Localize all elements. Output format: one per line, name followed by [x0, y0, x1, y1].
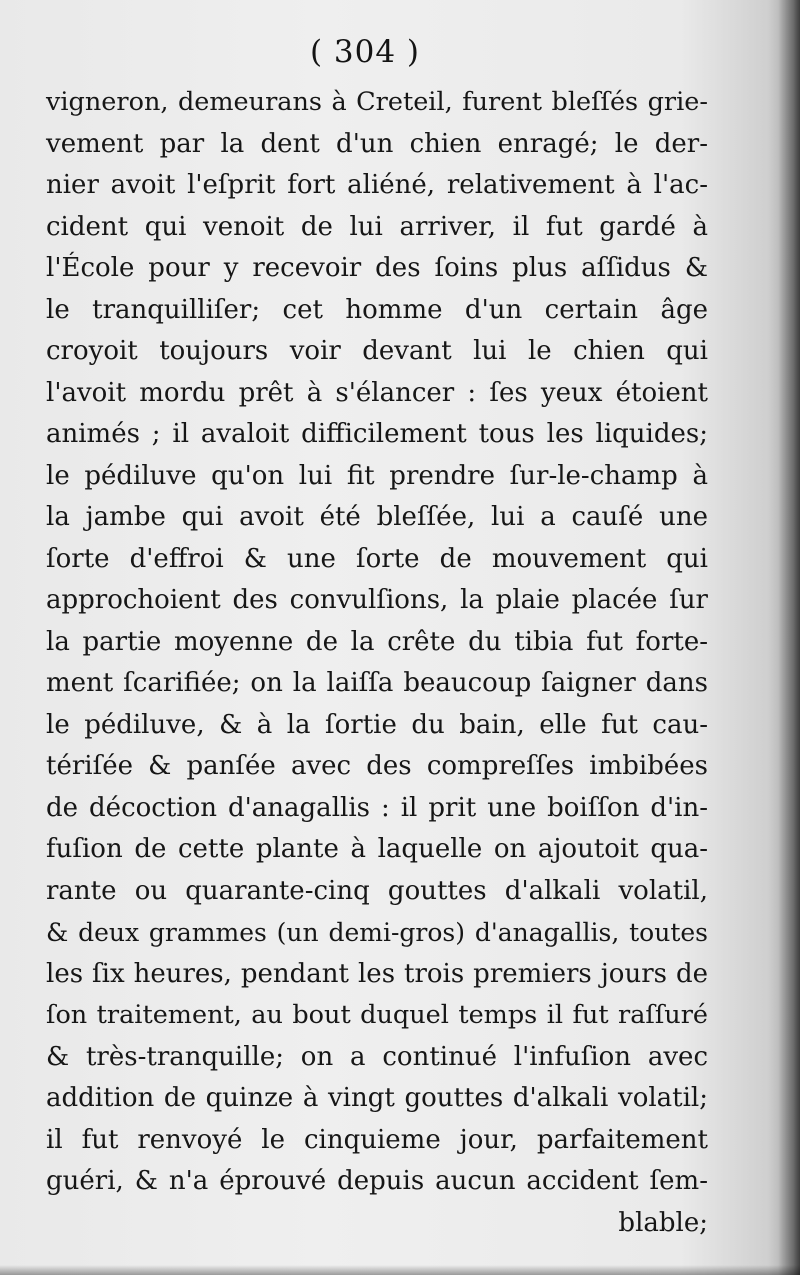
text-line: croyoit toujours voir devant lui le chien qui: [46, 336, 708, 366]
text-line: approchoient des convulſions, la plaie placée ſur: [46, 585, 708, 615]
text-line: & deux grammes (un demi-gros) d'anagallis, toutes: [46, 918, 708, 947]
text-line: la jambe qui avoit été bleſſée, lui a cauſé une: [46, 502, 708, 532]
text-line: l'École pour y recevoir des ſoins plus aſſidus &: [46, 253, 708, 283]
text-line: rante ou quarante-cinq gouttes d'alkali volatil,: [46, 875, 708, 906]
text-line: guéri, & n'a éprouvé depuis aucun accident ſem-: [46, 1166, 708, 1196]
page-number: ( 304 ): [309, 34, 421, 70]
text-line: nier avoit l'eſprit fort aliéné, relativement à l'ac-: [46, 170, 708, 200]
text-line-last: blable;: [618, 1207, 708, 1238]
text-line: tériſée & panſée avec des compreſſes imbibées: [46, 751, 708, 781]
text-line: vement par la dent d'un chien enragé; le der-: [46, 128, 708, 159]
text-line: & très-tranquille; on a continué l'infuſion avec: [46, 1041, 708, 1072]
text-line: animés ; il avaloit difficilement tous les liquides;: [46, 419, 708, 449]
text-line: les ſix heures, pendant les trois premiers jours de: [46, 958, 708, 989]
text-line: addition de quinze à vingt gouttes d'alkali volatil;: [46, 1083, 708, 1113]
body-text: [46, 82, 708, 1244]
text-line: vigneron, demeurans à Creteil, furent bleſſés grie-: [46, 87, 708, 117]
page-bottom-edge: [0, 1265, 800, 1275]
text-line: la partie moyenne de la crête du tibia fut forte-: [46, 626, 708, 657]
text-line: il fut renvoyé le cinquieme jour, parfaitement: [46, 1124, 708, 1155]
text-line: fuſion de cette plante à laquelle on ajoutoit qua-: [46, 834, 708, 864]
text-line: ſon traitement, au bout duquel temps il fut raſſuré: [46, 1000, 708, 1030]
text-line: l'avoit mordu prêt à s'élancer : ſes yeux étoient: [46, 377, 708, 408]
page-edge-shadow: [778, 0, 800, 1275]
text-line: le pédiluve, & à la ſortie du bain, elle fut cau-: [46, 709, 708, 740]
text-line: le pédiluve qu'on lui fit prendre ſur-le-champ à: [46, 460, 708, 491]
text-line: le tranquilliſer; cet homme d'un certain âge: [46, 294, 708, 325]
text-line: de décoction d'anagallis : il prit une boiſſon d'in-: [46, 792, 708, 823]
text-line: ment ſcarifiée; on la laiſſa beaucoup ſaigner dans: [46, 668, 708, 698]
text-line: cident qui venoit de lui arriver, il fut gardé à: [46, 211, 708, 242]
text-line: ſorte d'effroi & une ſorte de mouvement qui: [46, 543, 708, 574]
